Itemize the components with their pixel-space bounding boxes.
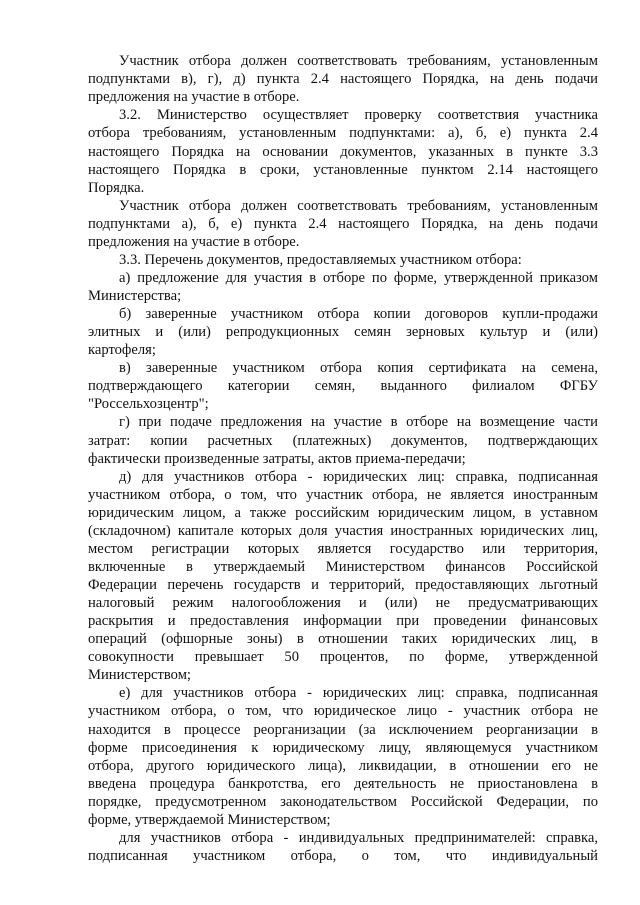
- text-line: д) для участников отбора - юридических лиц: справка, подписанная: [119, 469, 598, 485]
- text-line: затрат: копии расчетных (платежных) документов, подтверждающих: [88, 433, 598, 449]
- text-line: Порядка.: [88, 180, 145, 196]
- text-line: Участник отбора должен соответствовать требованиям, установленным: [119, 198, 598, 214]
- text-line: находится в процессе реорганизации (за исключением реорганизации в: [88, 722, 598, 738]
- text-line: для участников отбора - индивидуальных предпринимателей: справка,: [119, 830, 598, 846]
- text-line: предложения на участие в отборе.: [88, 234, 300, 250]
- text-line: местом регистрации которых является государство или территория,: [88, 541, 598, 557]
- text-line: форме, утверждаемой Министерством;: [88, 812, 331, 828]
- text-line: настоящего Порядка на основании документов, указанных в пункте 3.3: [88, 144, 598, 160]
- text-line: отбора, другого юридического лица), ликвидации, в отношении его не: [88, 758, 598, 774]
- text-line: участником отбора, о том, что юридическое лицо - участник отбора не: [88, 703, 598, 719]
- text-line: форме присоединения к юридическому лицу, являющемуся участником: [88, 740, 598, 756]
- text-line: предложения на участие в отборе.: [88, 89, 300, 105]
- text-line: подписанная участником отбора, о том, что индивидуальный: [88, 848, 598, 864]
- text-line: введена процедура банкротства, его деятельность не приостановлена в: [88, 776, 598, 792]
- text-line: подпунктами в), г), д) пункта 2.4 настоящего Порядка, на день подачи: [88, 71, 598, 87]
- text-line: "Россельхозцентр";: [88, 396, 209, 412]
- text-line: операций (офшорные зоны) в отношении таких юридических лиц, в: [88, 631, 598, 647]
- text-line: 3.3. Перечень документов, предоставляемых участником отбора:: [119, 252, 522, 268]
- text-line: (складочном) капитале которых доля участия иностранных юридических лиц,: [88, 523, 598, 539]
- text-line: Федерации перечень государств и территорий, предоставляющих льготный: [88, 577, 598, 593]
- text-line: в) заверенные участником отбора копия сертификата на семена,: [119, 360, 598, 376]
- text-line: г) при подаче предложения на участие в отборе на возмещение части: [119, 414, 598, 430]
- text-line: Участник отбора должен соответствовать требованиям, установленным: [119, 53, 598, 69]
- text-line: участником отбора, о том, что участник отбора, не является иностранным: [88, 487, 598, 503]
- text-line: настоящего Порядка в сроки, установленные пунктом 2.14 настоящего: [88, 162, 598, 178]
- text-line: Министерством;: [88, 667, 191, 683]
- text-line: совокупности превышает 50 процентов, по форме, утвержденной: [88, 649, 598, 665]
- text-line: е) для участников отбора - юридических лиц: справка, подписанная: [119, 685, 598, 701]
- text-line: Министерства;: [88, 288, 182, 304]
- text-line: б) заверенные участником отбора копии договоров купли-продажи: [119, 306, 598, 322]
- text-line: подтверждающего категории семян, выданного филиалом ФГБУ: [88, 378, 598, 394]
- text-line: 3.2. Министерство осуществляет проверку соответствия участника: [119, 107, 598, 123]
- text-line: картофеля;: [88, 342, 156, 358]
- text-line: а) предложение для участия в отборе по форме, утвержденной приказом: [119, 270, 598, 286]
- text-line: юридическим лицом, а также российским юридическим лицом, в уставном: [88, 505, 598, 521]
- text-line: налоговый режим налогообложения и (или) не предусматривающих: [88, 595, 598, 611]
- text-line: фактически произведенные затраты, актов приема-передачи;: [88, 451, 466, 467]
- text-line: элитных и (или) репродукционных семян зерновых культур и (или): [88, 324, 598, 340]
- text-line: включенные в утверждаемый Министерством финансов Российской: [88, 559, 598, 575]
- text-line: отбора требованиям, установленным подпунктами: а), б, е) пункта 2.4: [88, 125, 598, 141]
- text-line: раскрытия и предоставления информации при проведении финансовых: [88, 613, 598, 629]
- text-line: порядке, предусмотренном законодательством Российской Федерации, по: [88, 794, 598, 810]
- text-line: подпунктами а), б, е) пункта 2.4 настоящего Порядка, на день подачи: [88, 216, 598, 232]
